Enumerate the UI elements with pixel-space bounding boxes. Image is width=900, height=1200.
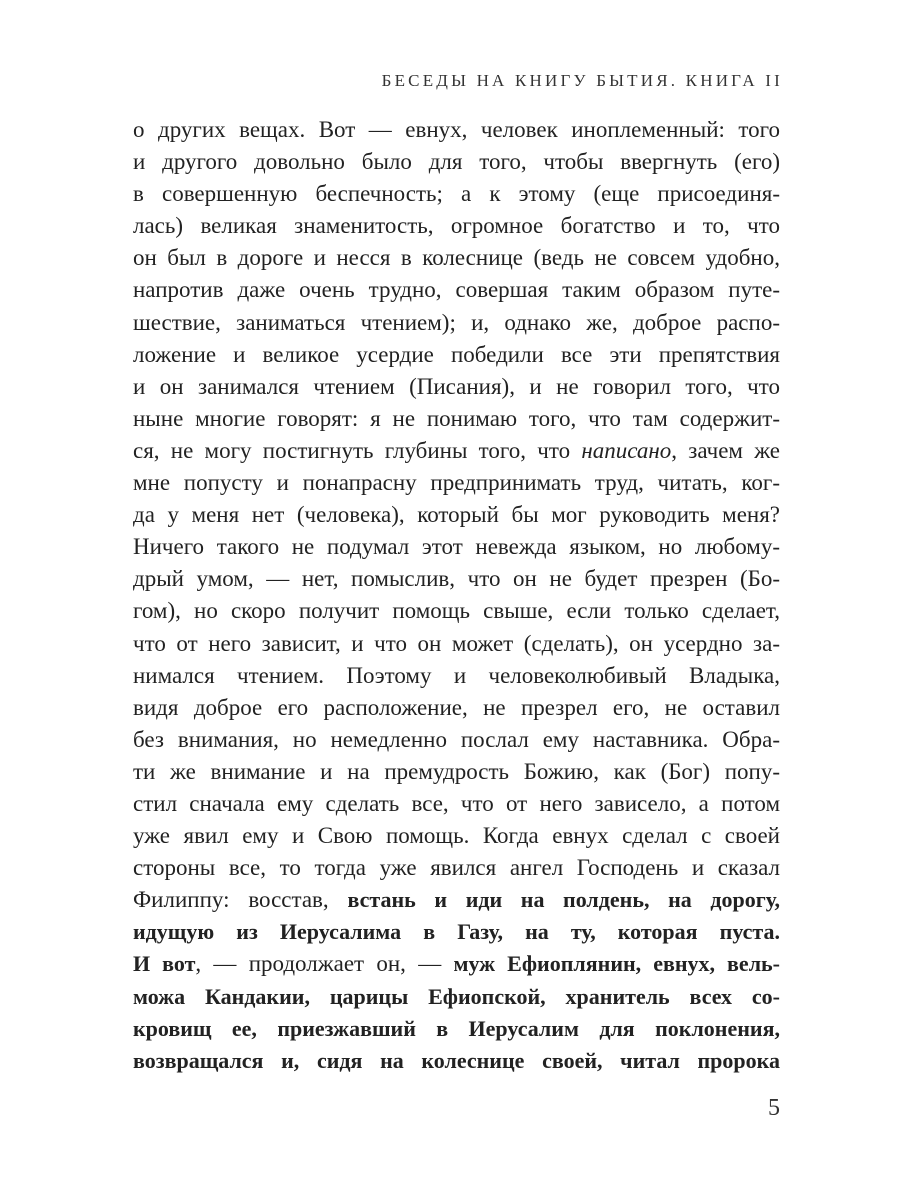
body-text xyxy=(133,114,780,1077)
text-line xyxy=(133,371,780,403)
text-segment: он был в дороге и несся в колеснице (ведь не совсем удобно, xyxy=(133,245,780,271)
text-segment: ложение и великое усердие победили все эти препятствия xyxy=(133,341,780,367)
text-segment: о других вещах. Вот — евнух, человек иноплеменный: того xyxy=(133,117,780,142)
text-segment: и он занимался чтением (Писания), и не говорил того, что xyxy=(133,373,780,399)
text-line xyxy=(133,981,780,1013)
text-segment: Филиппу: восстав, xyxy=(133,887,348,913)
text-segment: шествие, заниматься чтением); и, однако же, доброе распо- xyxy=(133,309,780,335)
text-line xyxy=(133,307,780,339)
bold-quote-text: встань и иди на полдень, на дорогу, xyxy=(347,887,781,913)
text-line xyxy=(133,435,780,467)
text-segment: ныне многие говорят: я не понимаю того, что там содержит- xyxy=(133,405,780,431)
text-line xyxy=(133,788,780,820)
text-line xyxy=(133,242,780,274)
text-line xyxy=(133,820,780,852)
text-segment: да у меня нет (человека), который бы мог руководить меня? xyxy=(133,502,780,528)
bold-quote-text: возвращался и, сидя на колеснице своей, читал пророка xyxy=(133,1047,780,1073)
text-line xyxy=(133,852,780,884)
italic-text: написано xyxy=(581,437,672,463)
text-line xyxy=(133,403,780,435)
bold-quote-text: И вот xyxy=(133,951,196,977)
text-line xyxy=(133,948,780,980)
text-line xyxy=(133,756,780,788)
text-line xyxy=(133,210,780,242)
text-line xyxy=(133,884,780,916)
text-line xyxy=(133,114,780,146)
text-line xyxy=(133,563,780,595)
text-line xyxy=(133,146,780,178)
text-segment: ся, не могу постигнуть глубины того, что xyxy=(133,437,582,463)
text-segment: видя доброе его расположение, не презрел его, не оставил xyxy=(133,694,780,720)
text-line xyxy=(133,660,780,692)
text-segment: мне попусту и понапрасну предпринимать труд, читать, ког- xyxy=(133,470,780,496)
text-segment: и другого довольно было для того, чтобы ввергнуть (его) xyxy=(133,149,780,175)
text-line xyxy=(133,692,780,724)
text-line xyxy=(133,274,780,306)
text-segment: стороны все, то тогда уже явился ангел Господень и сказал xyxy=(133,855,780,881)
text-segment: ти же внимание и на премудрость Божию, как (Бог) попу- xyxy=(133,758,780,784)
text-line xyxy=(133,916,780,948)
text-segment: лась) великая знаменитость, огромное богатство и то, что xyxy=(133,213,780,239)
text-line xyxy=(133,1045,780,1077)
text-segment: что от него зависит, и что он может (сделать), он усердно за- xyxy=(133,630,780,656)
text-segment: уже явил ему и Свою помощь. Когда евнух сделал с своей xyxy=(133,823,780,849)
text-line xyxy=(133,178,780,210)
text-segment: дрый умом, — нет, помыслив, что он не будет презрен (Бо- xyxy=(133,566,780,592)
text-line xyxy=(133,595,780,627)
text-segment: Ничего такого не подумал этот невежда языком, но любому- xyxy=(133,534,780,560)
text-segment: нимался чтением. Поэтому и человеколюбивый Владыка, xyxy=(133,662,780,688)
bold-quote-text: муж Ефиоплянин, евнух, вель- xyxy=(453,951,781,977)
text-line xyxy=(133,724,780,756)
running-head: БЕСЕДЫ НА КНИГУ БЫТИЯ. КНИГА II xyxy=(381,71,783,90)
page-number: 5 xyxy=(768,1095,780,1121)
text-line xyxy=(133,1013,780,1045)
bold-quote-text: идущую из Иерусалима в Газу, на ту, которая пуста. xyxy=(133,919,780,945)
bold-quote-text: можа Кандакии, царицы Ефиопской, хранитель всех со- xyxy=(133,983,780,1009)
text-segment: стил сначала ему сделать все, что от него зависело, а потом xyxy=(133,790,780,816)
text-segment: , зачем же xyxy=(671,437,780,463)
text-line xyxy=(133,499,780,531)
text-segment: гом), но скоро получит помощь свыше, если только сделает, xyxy=(133,598,780,624)
text-segment: , — продолжает он, — xyxy=(195,951,454,977)
text-segment: напротив даже очень трудно, совершая таким образом путе- xyxy=(133,277,780,303)
text-segment: без внимания, но немедленно послал ему наставника. Обра- xyxy=(133,726,780,752)
text-line xyxy=(133,531,780,563)
bold-quote-text: кровищ ее, приезжавший в Иерусалим для поклонения, xyxy=(133,1015,780,1041)
text-segment: в совершенную беспечность; а к этому (еще присоединя- xyxy=(133,181,780,207)
text-line xyxy=(133,467,780,499)
text-line xyxy=(133,339,780,371)
text-line xyxy=(133,628,780,660)
